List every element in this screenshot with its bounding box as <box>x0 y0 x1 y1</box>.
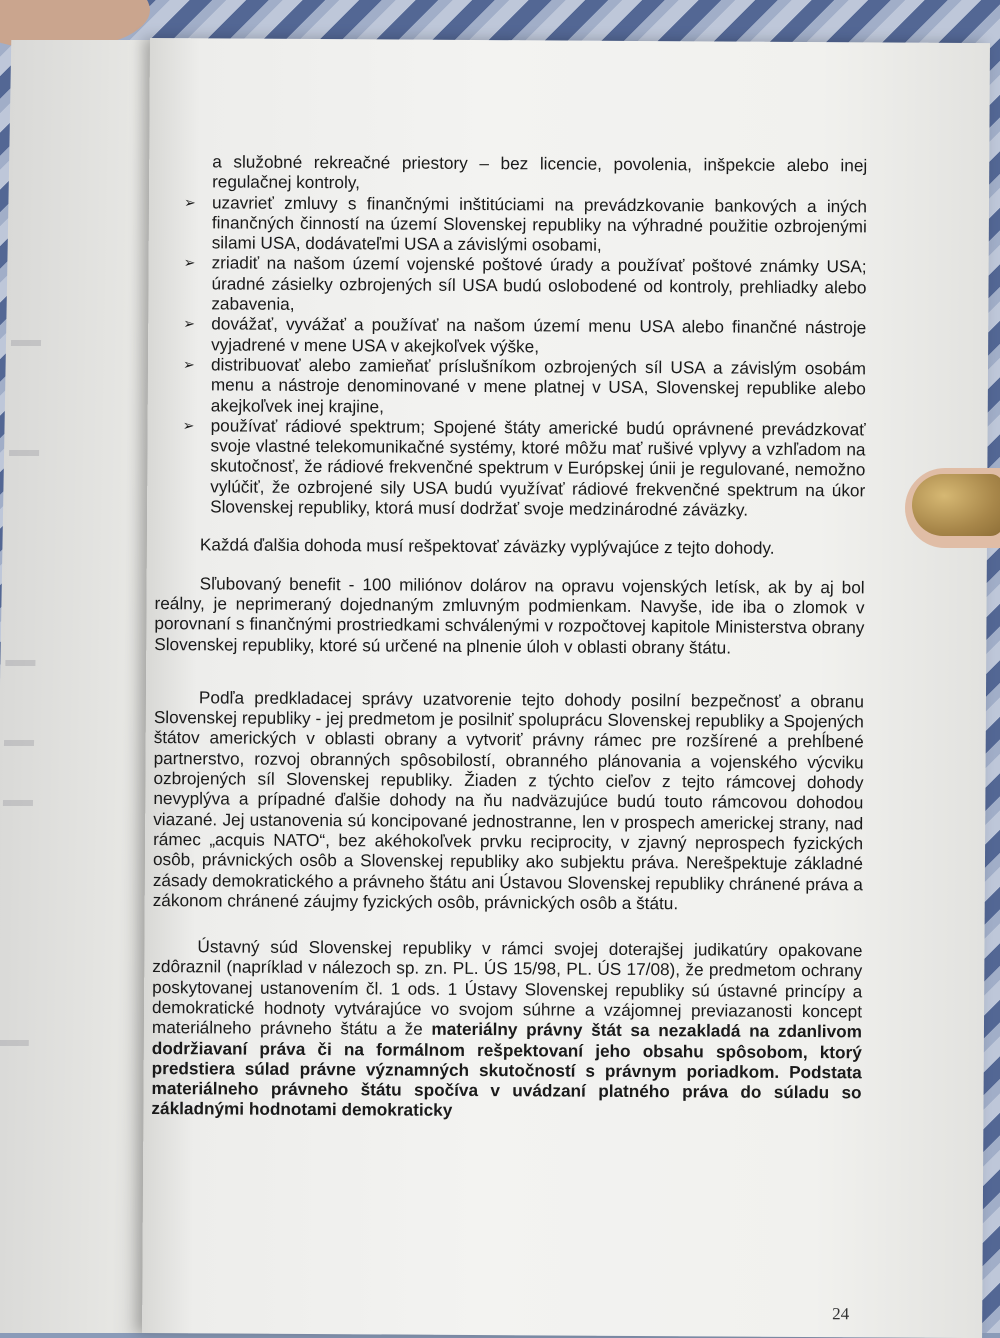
arrow-bullet-icon: ➢ <box>182 417 195 434</box>
bleed-through-mark <box>4 740 34 746</box>
arrow-bullet-icon: ➢ <box>182 356 195 373</box>
paragraph: Každá ďalšia dohoda musí rešpektovať záväzky vyplývajúce z tejto dohody. <box>199 534 775 559</box>
bleed-through-mark <box>9 450 39 456</box>
paragraph <box>151 936 862 1123</box>
spacer <box>154 654 864 691</box>
list-item <box>155 415 866 521</box>
arrow-bullet-icon: ➢ <box>183 193 196 210</box>
paragraph: Sľubovaný benefit - 100 miliónov dolárov na opravu vojenských letísk, ak by aj bol reálny, je neprimeraný dojednaným zmluvným podmienkam. Navyše, ide iba o zlomok v porovnaní s finančnými prostriedkami schválenými v rozpočtovej kapitole Ministerstva obrany Slovenskej republiky, ktoré sú určené na plnenie úloh v oblasti obrany štátu. <box>154 572 865 658</box>
bleed-through-mark <box>11 340 41 346</box>
list-item-text: dovážať, vyvážať a používať na našom území menu USA alebo finančné nástroje vyjadrené v mene USA v akejkoľvek výške, <box>211 313 867 357</box>
paragraph-bold-text: materiálny právny štát sa nezakladá na zdanlivom dodržiavaní práva či na formálnom rešpektovaní jeho obsahu spôsobom, ktorý predstiera súlad právne významných skutočností s právnym poriadkom. Podstata materiálneho právneho štátu spočíva v uvádzaní platného práva do súladu so základnými hodnotami demokraticky <box>151 1019 863 1121</box>
arrow-bullet-icon: ➢ <box>183 315 196 332</box>
paragraph-text: Ústavný súd Slovenskej republiky v rámci svojej doterajšej judikatúry opakovane zdôraznil (napríklad v nálezoch sp. zn. PL. ÚS 15/98, PL. ÚS 17/08), že predmetom ochrany poskytovanej ustanovením čl. 1 ods. 1 Ústavy Slovenskej republiky sú ústavné princípy a demokratické hodnoty vytvárajúce vo svojom súhrne a vzájomnej previazanosti koncept materiálneho právneho štátu a že <box>151 936 863 1040</box>
arrow-bullet-icon: ➢ <box>183 254 196 271</box>
bleed-through-mark <box>0 1040 29 1046</box>
page-content <box>151 151 867 1123</box>
list-item-text: zriadiť na našom území vojenské poštové úrady a používať poštové známky USA; úradné zásielky ozbrojených síl USA budú oslobodené od kontroly, prehliadky alebo zabavenia, <box>211 252 867 314</box>
fingernail <box>912 474 1000 536</box>
bullet-list <box>155 192 867 521</box>
list-item <box>156 313 866 358</box>
list-item-text: distribuovať alebo zamieňať príslušníkom ozbrojených síl USA a závislým osobám menu a nástroje denominované v mene platnej v USA, Slovenskej republike alebo akejkoľvek inej krajine, <box>210 354 867 416</box>
list-item-text: používať rádiové spektrum; Spojené štáty americké budú oprávnené prevádzkovať svoje vlastné telekomunikačné systémy, ktoré môžu mať rušivé vplyvy a vzhľadom na skutočnosť, že rádiové frekvenčné spektrum v Európskej únii je regulované, nemožno vylúčiť, že ozbrojené sily USA budú využívať rádiové frekvenčné spektrum na úkor Slovenskej republiky, ktorá musí dodržať svoje medzinárodné záväzky. <box>210 415 866 520</box>
bleed-through-mark <box>5 660 35 666</box>
page-number: 24 <box>832 1304 850 1324</box>
list-item <box>156 354 866 419</box>
bleed-through-mark <box>3 800 33 806</box>
paragraph: Podľa predkladacej správy uzatvorenie tejto dohody posilní bezpečnosť a obranu Slovenskej republiky - jej predmetom je posilniť spoluprácu Slovenskej republiky a Spojených štátov amerických v oblasti obrany a vytvoriť právny rámec pre rozšírené a prehĺbené partnerstvo, rozvoj obranných spôsobilostí, obranného plánovania a vojenského výcviku ozbrojených síl Slovenskej republiky. Žiaden z týchto cieľov z tejto rámcovej dohody nevyplýva a prípadné ďalšie dohody na ňu nadväzujúce budú touto rámcovou dohodou viazané. Jej ustanovenia sú koncipované jednostranne, len v prospech americkej strany, nad rámec „acquis NATO“, bez akéhokoľvek prvku reciprocity, v zjavný neprospech fyzických osôb, právnických osôb a Slovenskej republiky ako subjektu práva. Nerešpektuje základné zásady demokratického a právneho štátu ani Ústavou Slovenskej republiky chránené práva a zákonom chránené záujmy fyzických osôb, právnických osôb a štátu. <box>152 687 865 914</box>
list-item <box>156 253 866 318</box>
list-item-text: uzavrieť zmluvy s finančnými inštitúciami na prevádzkovanie bankových a iných finančných činností na území Slovenskej republiky na výhradné použitie ozbrojenými silami USA, dodávateľmi USA a závislými osobami, <box>211 191 868 255</box>
document-page <box>142 38 990 1338</box>
list-item <box>157 192 867 257</box>
continued-list-text: a služobné rekreačné priestory – bez licencie, povolenia, inšpekcie alebo inej regulačnej kontroly, <box>212 151 868 193</box>
